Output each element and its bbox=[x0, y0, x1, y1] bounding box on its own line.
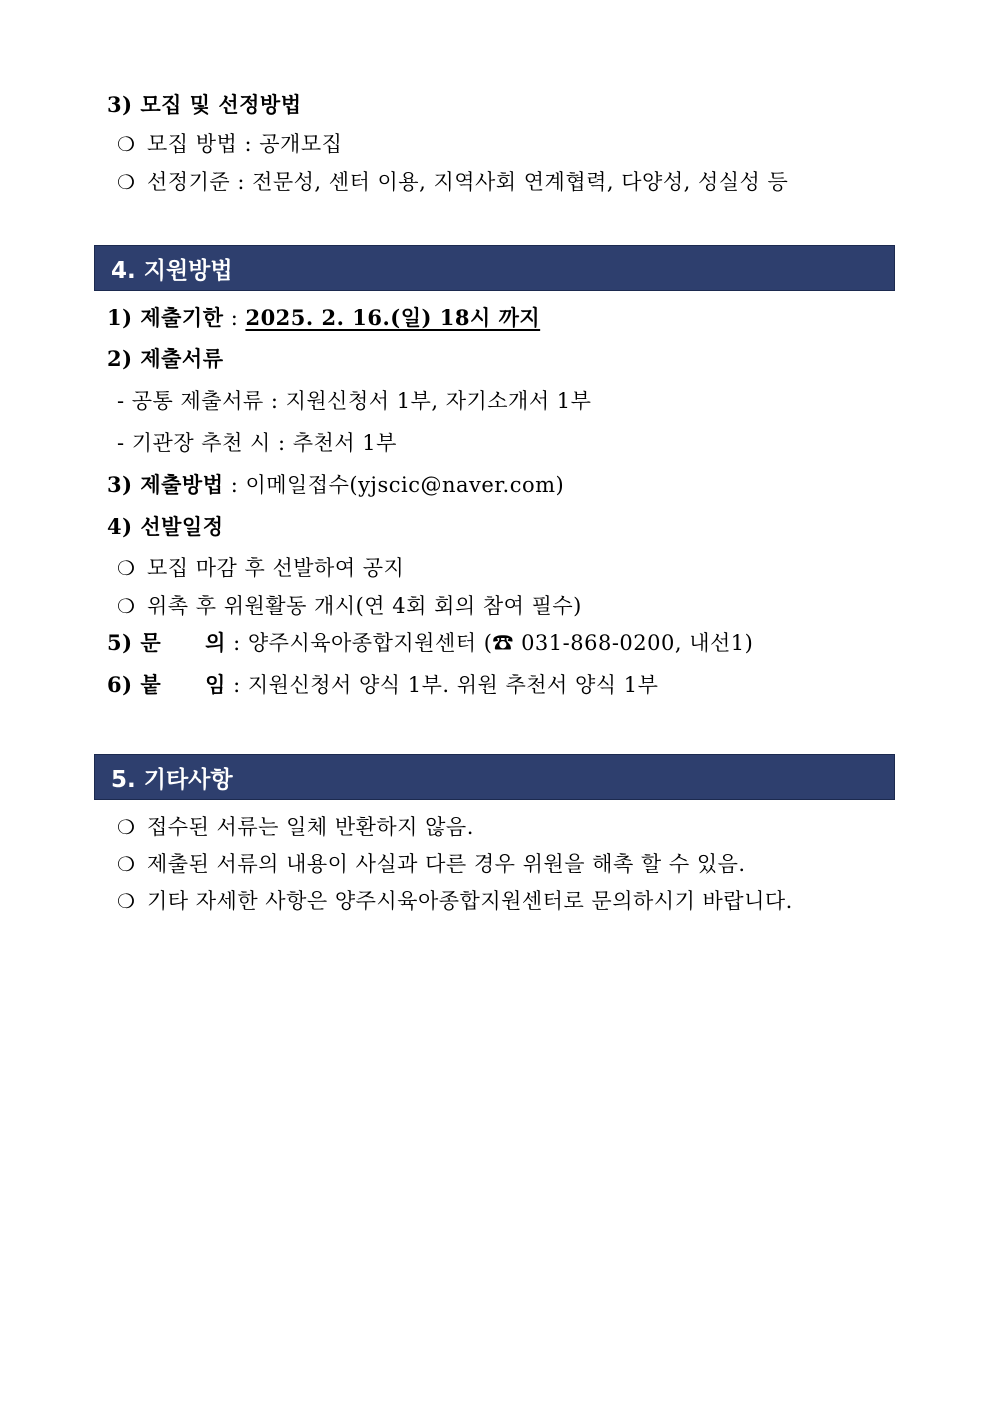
misc-item: ❍ 기타 자세한 사항은 양주시육아종합지원센터로 문의하시기 바랍니다. bbox=[117, 886, 793, 916]
misc-item: ❍ 접수된 서류는 일체 반환하지 않음. bbox=[117, 812, 474, 842]
deadline-value: 2025. 2. 16.(일) 18시 까지 bbox=[245, 305, 541, 330]
schedule-item: ❍ 위촉 후 위원활동 개시(연 4회 회의 참여 필수) bbox=[117, 591, 582, 621]
docs-title: 2) 제출서류 bbox=[107, 346, 224, 371]
bullet-icon: ❍ bbox=[117, 170, 136, 194]
method-line: 3) 제출방법 : 이메일접수(yjscic@naver.com) bbox=[107, 472, 565, 497]
inquiry-line: 5) 문 의 : 양주시육아종합지원센터 (☎ 031-868-0200, 내선1) bbox=[107, 630, 754, 655]
doc-item: - 기관장 추천 시 : 추천서 1부 bbox=[117, 431, 397, 455]
section-4-title: 4. 지원방법 bbox=[111, 258, 233, 284]
section-5-title: 5. 기타사항 bbox=[111, 767, 233, 793]
deadline-line: 1) 제출기한 : 2025. 2. 16.(일) 18시 까지 bbox=[107, 305, 541, 330]
bullet-icon: ❍ bbox=[117, 852, 136, 876]
schedule-title: 4) 선발일정 bbox=[107, 514, 224, 539]
section-5-header bbox=[94, 754, 895, 800]
schedule-item: ❍ 모집 마감 후 선발하여 공지 bbox=[117, 553, 404, 583]
bullet-icon: ❍ bbox=[117, 889, 136, 913]
selection-criteria-item: ❍ 선정기준 : 전문성, 센터 이용, 지역사회 연계협력, 다양성, 성실성 등 bbox=[117, 167, 788, 197]
recruit-method-title: 3) 모집 및 선정방법 bbox=[107, 92, 302, 117]
misc-item: ❍ 제출된 서류의 내용이 사실과 다른 경우 위원을 해촉 할 수 있음. bbox=[117, 849, 746, 879]
bullet-icon: ❍ bbox=[117, 594, 136, 618]
recruit-method-item: ❍ 모집 방법 : 공개모집 bbox=[117, 129, 342, 159]
bullet-icon: ❍ bbox=[117, 815, 136, 839]
bullet-icon: ❍ bbox=[117, 556, 136, 580]
section-4-header bbox=[94, 245, 895, 291]
attachment-line: 6) 붙 임 : 지원신청서 양식 1부. 위원 추천서 양식 1부 bbox=[107, 672, 659, 697]
bullet-icon: ❍ bbox=[117, 132, 136, 156]
doc-item: - 공통 제출서류 : 지원신청서 1부, 자기소개서 1부 bbox=[117, 389, 592, 413]
